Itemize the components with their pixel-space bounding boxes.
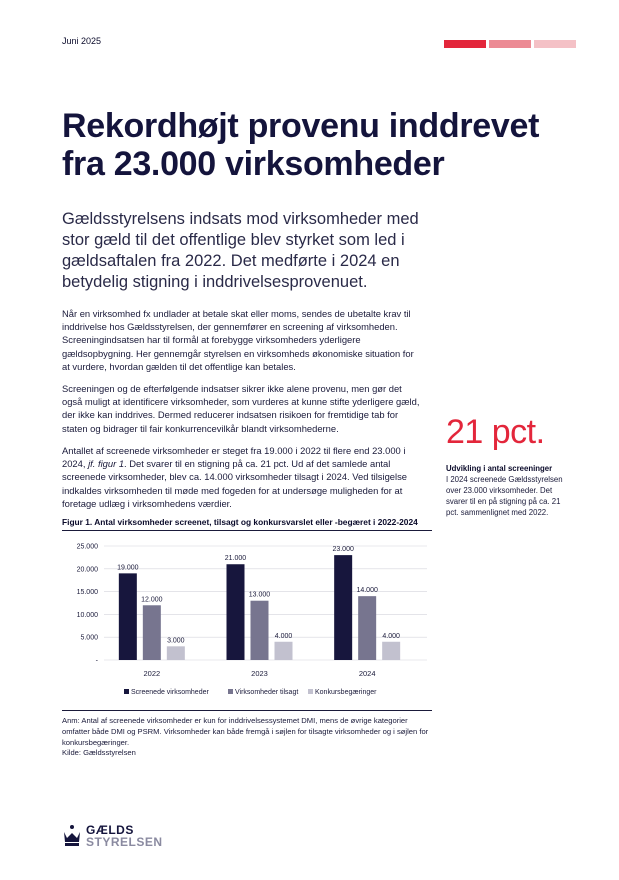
y-tick-label: 20.000 — [76, 566, 98, 574]
logo-line-2: STYRELSEN — [86, 835, 163, 849]
crown-icon — [62, 824, 82, 848]
body-paragraph-3 — [62, 444, 422, 510]
figure-source: Kilde: Gældsstyrelsen — [62, 748, 136, 758]
bar — [167, 646, 185, 660]
y-tick-label: - — [95, 657, 98, 665]
figure-bottom-rule — [62, 710, 432, 711]
data-label: 14.000 — [356, 587, 378, 595]
bar — [275, 642, 293, 660]
accent-bar-red — [444, 40, 486, 48]
key-figure: 21 pct. — [446, 413, 545, 451]
y-axis — [77, 544, 99, 665]
y-tick-label: 15.000 — [76, 589, 98, 597]
logo-line-1: GÆLDS — [86, 823, 134, 837]
data-label: 4.000 — [274, 632, 293, 640]
paragraph-3-before: Antallet af screenede virksomheder er steget fra 19.000 i 2022 til flere end 23.000 i 2024, — [62, 445, 406, 470]
figure-top-rule — [62, 530, 432, 531]
accent-bar-mid — [489, 40, 531, 48]
data-label: 12.000 — [141, 596, 163, 604]
figure-note — [62, 716, 432, 759]
bar — [119, 573, 137, 660]
legend-label: Screenede virksomheder — [131, 689, 209, 696]
data-label: 23.000 — [332, 546, 354, 554]
data-label: 21.000 — [224, 555, 247, 563]
legend-swatch — [228, 689, 233, 694]
x-tick-label: 2022 — [143, 669, 161, 678]
legend-swatch — [124, 689, 129, 694]
x-axis — [143, 669, 375, 678]
chart-legend — [124, 689, 377, 696]
figure-reference: jf. figur 1 — [88, 458, 125, 470]
y-tick-label: 5.000 — [80, 634, 98, 642]
page-title: Rekordhøjt provenu inddrevet fra 23.000 virksomheder — [62, 107, 540, 183]
sidebar-text: I 2024 screenede Gældsstyrelsen over 23.000 virksomheder. Det svarer til en på stigning på ca. 21 pct. sammenlignet med 2022. — [446, 475, 563, 517]
bar — [358, 596, 376, 660]
legend-label: Virksomheder tilsagt — [235, 689, 299, 696]
data-label: 13.000 — [248, 591, 271, 599]
bar — [143, 605, 161, 660]
sidebar-heading: Udvikling i antal screeninger — [446, 464, 553, 473]
bar — [382, 642, 400, 660]
accent-bars — [444, 40, 576, 48]
legend-label: Konkursbegæringer — [315, 689, 377, 696]
y-tick-label: 25.000 — [76, 543, 98, 551]
bar — [251, 601, 269, 660]
accent-bar-light — [534, 40, 576, 48]
legend-swatch — [308, 689, 313, 694]
paragraph-3-after: . Det svarer til en stigning på ca. 21 pct. Ud af det samlede antal screenede virksomheder, blev ca. 14.000 virksomheder tilsagt i 2024. Ved tilsigelse indkaldes virksomheden til møde med fogeden for at undersøge muligheden for at foretage udlæg i virksomhedens værdier. — [62, 458, 407, 509]
x-tick-label: 2023 — [251, 669, 268, 678]
bar-chart — [62, 534, 432, 708]
body-paragraph-1: Når en virksomhed fx undlader at betale skat eller moms, sendes de ubetalte krav til inddrivelse hos Gældsstyrelsen, der gennemfører en screening af virksomheden. Screeningindsatsen har til formål at forebygge virksomheders yderligere gældsopbygning. Her gennemgår styrelsen en virksomheds økonomiske situation for at vurdere, hvordan gælden til det offentlige kan betales. — [62, 308, 414, 372]
figure-title: Figur 1. Antal virksomheder screenet, tilsagt og konkursvarslet eller -begæret i 2022-2024 — [62, 517, 418, 527]
bar — [227, 564, 245, 660]
figure-note-text: Anm: Antal af screenede virksomheder er kun for inddrivelsessystemet DMI, mens de øvrige kategorier omfatter både DMI og PSRM. Virksomheder kan både fremgå i søjlen for tilsagte virksomheder og i søjlen for konkursbegæringer. — [62, 716, 429, 747]
bar — [334, 555, 352, 660]
body-paragraph-2: Screeningen og de efterfølgende indsatser sikrer ikke alene provenu, men gør det også muligt at identificere virksomheder, som vurderes at kunne stifte yderligere gæld, der ikke kan inddrives. Dermed reducerer indsatsen risikoen for fremtidige tab for staten og bidrager til fair konkurrencevilkår blandt virksomhederne. — [62, 383, 420, 434]
x-tick-label: 2024 — [358, 669, 376, 678]
logo — [62, 824, 163, 848]
data-label: 3.000 — [167, 637, 185, 645]
data-label: 4.000 — [382, 632, 400, 640]
lead-paragraph: Gældsstyrelsens indsats mod virksomheder med stor gæld til det offentlige blev styrket som led i gældsaftalen fra 2022. Det medførte i 2024 en betydelig stigning i inddrivelsesprovenuet. — [62, 210, 419, 291]
chart-bars — [117, 546, 400, 660]
data-label: 19.000 — [117, 564, 139, 572]
y-tick-label: 10.000 — [76, 611, 98, 619]
publication-date: Juni 2025 — [62, 36, 102, 46]
